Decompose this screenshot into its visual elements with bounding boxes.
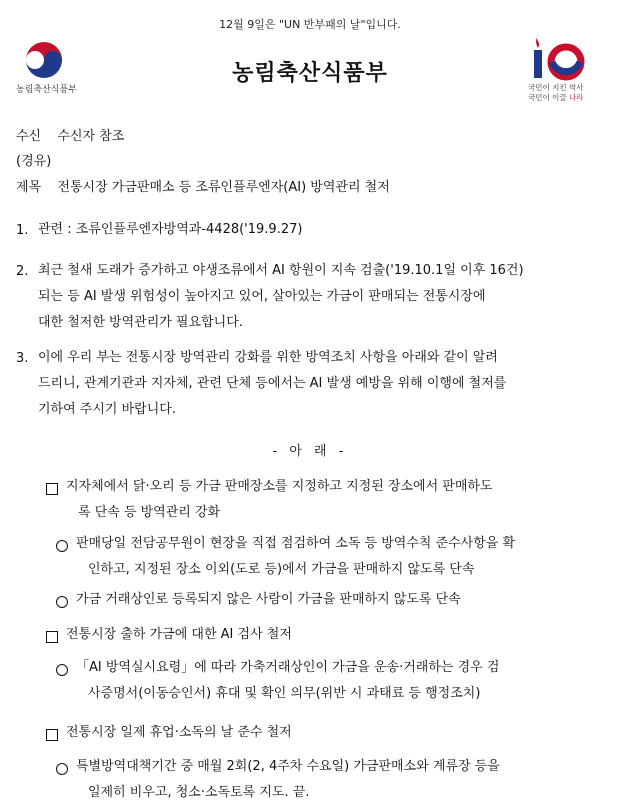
recipient-value: 수신자 참조	[57, 129, 125, 144]
item-7-line-1: 특별방역대책기간 중 매월 2회(2, 4주차 수요일) 가금판매소와 계류장 등을	[76, 759, 500, 774]
circle-bullet-icon	[56, 596, 68, 612]
right-logo-line1: 국민이 지킨 역사	[528, 83, 584, 92]
via-line: (경유)	[16, 154, 52, 169]
paragraph-3-number: 3.	[16, 351, 29, 366]
item-5	[76, 655, 606, 707]
square-bullet-icon	[46, 729, 58, 745]
paragraph-2-line-2: 되는 등 AI 발생 위험성이 높아지고 있어, 살아있는 가금이 판매되는 전통시장에	[38, 289, 486, 304]
item-1-line-2: 록 단속 등 방역관리 강화	[78, 505, 221, 520]
paragraph-1-line-1: 관련 : 조류인플루엔자방역과-4428('19.9.27)	[38, 222, 303, 237]
item-1-line-1: 지자체에서 닭·오리 등 가금 판매장소를 지정하고 지정된 장소에서 판매하도	[66, 479, 493, 494]
paragraph-1	[38, 217, 608, 243]
square-bullet-icon	[46, 631, 58, 647]
paragraph-2-number: 2.	[16, 264, 29, 279]
right-logo-line2	[528, 92, 598, 103]
paragraph-3-line-3: 기하여 주시기 바랍니다.	[38, 402, 176, 417]
paragraph-3-line-2: 드리니, 관계기관과 지자체, 관련 단체 등에서는 AI 발생 예방을 위해 이행에 철저를	[38, 376, 507, 391]
paragraph-2	[38, 258, 608, 336]
recipient-line	[16, 125, 124, 144]
item-6-line-1: 전통시장 일제 휴업·소독의 날 준수 철저	[66, 725, 292, 740]
subject-label: 제목	[16, 180, 42, 195]
paragraph-2-line-1: 최근 철새 도래가 증가하고 야생조류에서 AI 항원이 지속 검출('19.10.1일 이후 16건)	[38, 263, 524, 278]
circle-bullet-icon	[56, 540, 68, 556]
paragraph-3	[38, 345, 608, 423]
ministry-title: 농림축산식품부	[232, 61, 388, 86]
slogan: 12월 9일은 "UN 반부패의 날"입니다.	[219, 18, 401, 31]
paragraph-3-line-1: 이에 우리 부는 전통시장 방역관리 강화를 위한 방역조치 사항을 아래와 같이 알려	[38, 350, 498, 365]
paragraph-2-line-3: 대한 철저한 방역관리가 필요합니다.	[38, 315, 243, 330]
right-logo-line2-a: 국민이 이끌	[528, 93, 569, 102]
below-marker: - 아 래 -	[272, 444, 348, 459]
item-4-line-1: 전통시장 출하 가금에 대한 AI 검사 철저	[66, 627, 292, 642]
right-logo-line2-b: 나라	[569, 93, 584, 102]
circle-bullet-icon	[56, 763, 68, 779]
item-7	[76, 754, 606, 806]
anniversary-logo	[528, 32, 598, 112]
subject-line	[16, 176, 390, 195]
item-2-line-1: 판매당일 전담공무원이 현장을 직접 점검하여 소독 등 방역수칙 준수사항을 확	[76, 536, 516, 551]
item-3-line-1: 가금 거래상인로 등록되지 않은 사람이 가금을 판매하지 않도록 단속	[76, 592, 461, 607]
item-4	[66, 622, 606, 648]
circle-bullet-icon	[56, 664, 68, 680]
subject-value: 전통시장 가금판매소 등 조류인플루엔자(AI) 방역관리 철저	[57, 180, 390, 195]
square-bullet-icon	[46, 483, 58, 499]
left-logo-caption: 농림축산식품부	[16, 85, 77, 95]
paragraph-1-number: 1.	[16, 223, 29, 238]
item-7-line-2: 일제히 비우고, 청소·소독토록 지도. 끝.	[88, 785, 310, 800]
item-2	[76, 531, 606, 583]
anniversary-100-icon	[528, 32, 598, 82]
recipient-label: 수신	[16, 129, 42, 144]
item-1	[66, 474, 606, 526]
item-6	[66, 720, 606, 746]
item-3	[76, 587, 606, 613]
item-5-line-2: 사증명서(이동승인서) 휴대 및 확인 의무(위반 시 과태료 등 행정조치)	[88, 686, 481, 701]
item-5-line-1: 「AI 방역실시요령」에 따라 가축거래상인이 가금을 운송·거래하는 경우 검	[76, 660, 500, 675]
item-2-line-2: 인하고, 지정된 장소 이외(도로 등)에서 가금을 판매하지 않도록 단속	[88, 562, 475, 577]
